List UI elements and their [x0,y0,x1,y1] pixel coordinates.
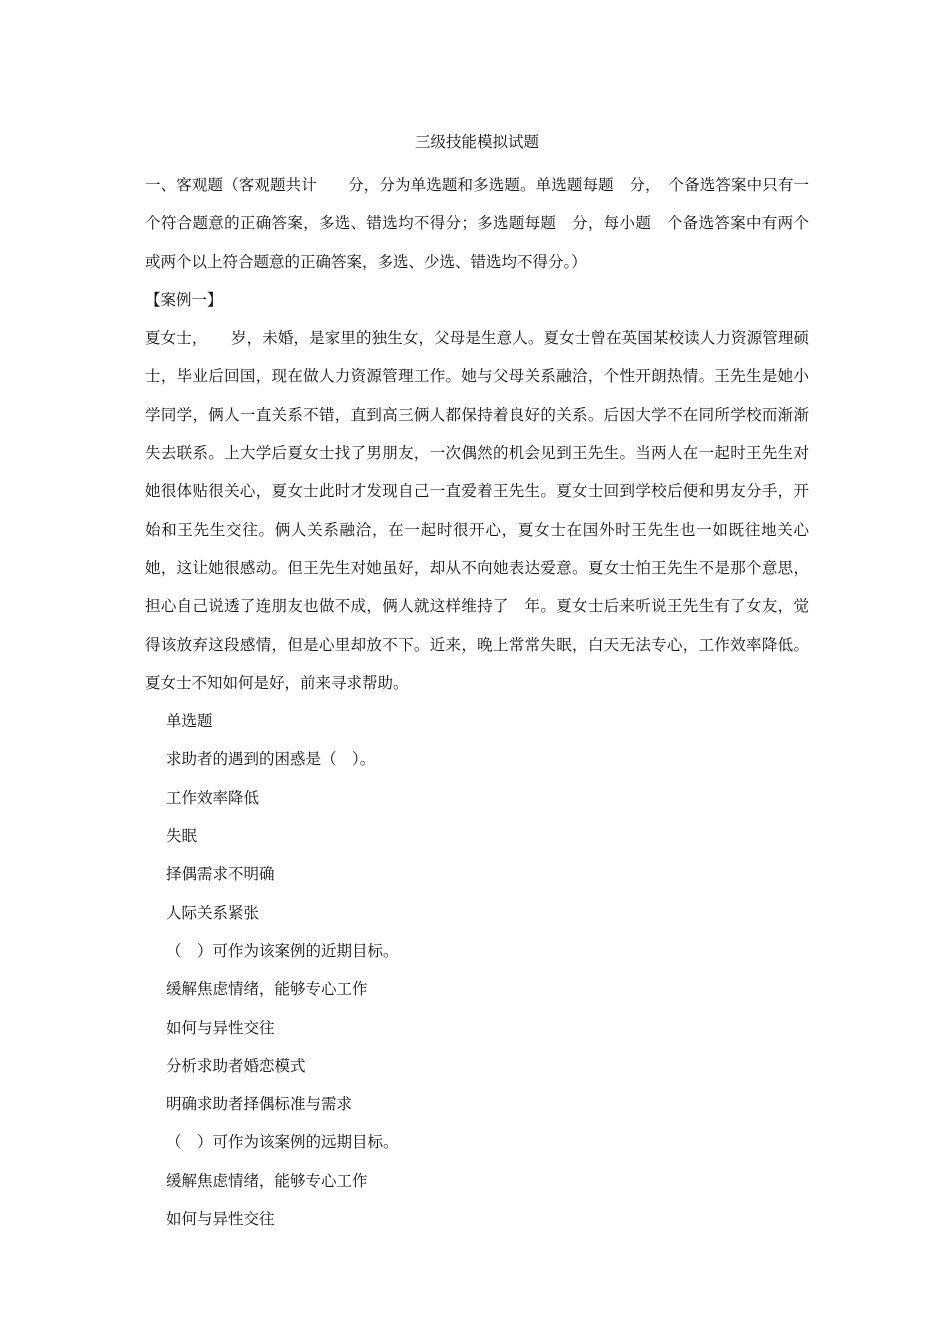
question-3-option: 缓解焦虑情绪，能够专心工作 [166,1171,368,1190]
question-3-option: 如何与异性交往 [166,1210,275,1229]
section-intro: 一、客观题（客观题共计 分，分为单选题和多选题。单选题每题 分， 个备选答案中只有一个符合题意的正确答案，多选、错选均不得分；多选题每题 分，每小题 个备选答案中有两个或两个以上符合题意的正确答案，多选、少选、错选均不得分。） [145,176,809,271]
document-page [145,128,809,1238]
question-1-option: 失眠 [166,827,198,846]
question-1-option: 人际关系紧张 [166,903,260,922]
question-2-option: 明确求助者择偶标准与需求 [166,1095,353,1114]
question-2-stem: （ ）可作为该案例的近期目标。 [166,941,399,960]
question-2-option: 分析求助者婚恋模式 [166,1056,306,1075]
question-3-stem: （ ）可作为该案例的远期目标。 [166,1133,399,1152]
question-1-option: 择偶需求不明确 [166,865,275,884]
question-1-option: 工作效率降低 [166,788,260,807]
case-description: 夏女士， 岁，未婚，是家里的独生女，父母是生意人。夏女士曾在英国某校读人力资源管理硕士，毕业后回国，现在做人力资源管理工作。她与父母关系融洽，个性开朗热情。王先生是她小学同学，俩人一直关系不错，直到高三俩人都保持着良好的关系。后因大学不在同所学校而渐渐失去联系。上大学后夏女士找了男朋友，一次偶然的机会见到王先生。当两人在一起时王先生对她很体贴很关心，夏女士此时才发现自己一直爱着王先生。夏女士回到学校后便和男友分手，开始和王先生交往。俩人关系融洽，在一起时很开心，夏女士在国外时王先生也一如既往地关心她，这让她很感动。但王先生对她虽好，却从不向她表达爱意。夏女士怕王先生不是那个意思，担心自己说透了连朋友也做不成，俩人就这样维持了 年。夏女士后来听说王先生有了女友，觉得该放弃这段感情，但是心里却放不下。近来，晚上常常失眠，白天无法专心，工作效率降低。夏女士不知如何是好，前来寻求帮助。 [145,329,809,692]
question-list [145,702,809,1238]
case-heading: 【案例一】 [145,290,223,309]
question-1-stem: 求助者的遇到的困惑是（ ）。 [166,750,376,769]
document-title: 三级技能模拟试题 [414,133,539,151]
question-2-option: 缓解焦虑情绪，能够专心工作 [166,980,368,999]
question-2-option: 如何与异性交往 [166,1018,275,1037]
section-label-single-choice: 单选题 [166,712,213,731]
